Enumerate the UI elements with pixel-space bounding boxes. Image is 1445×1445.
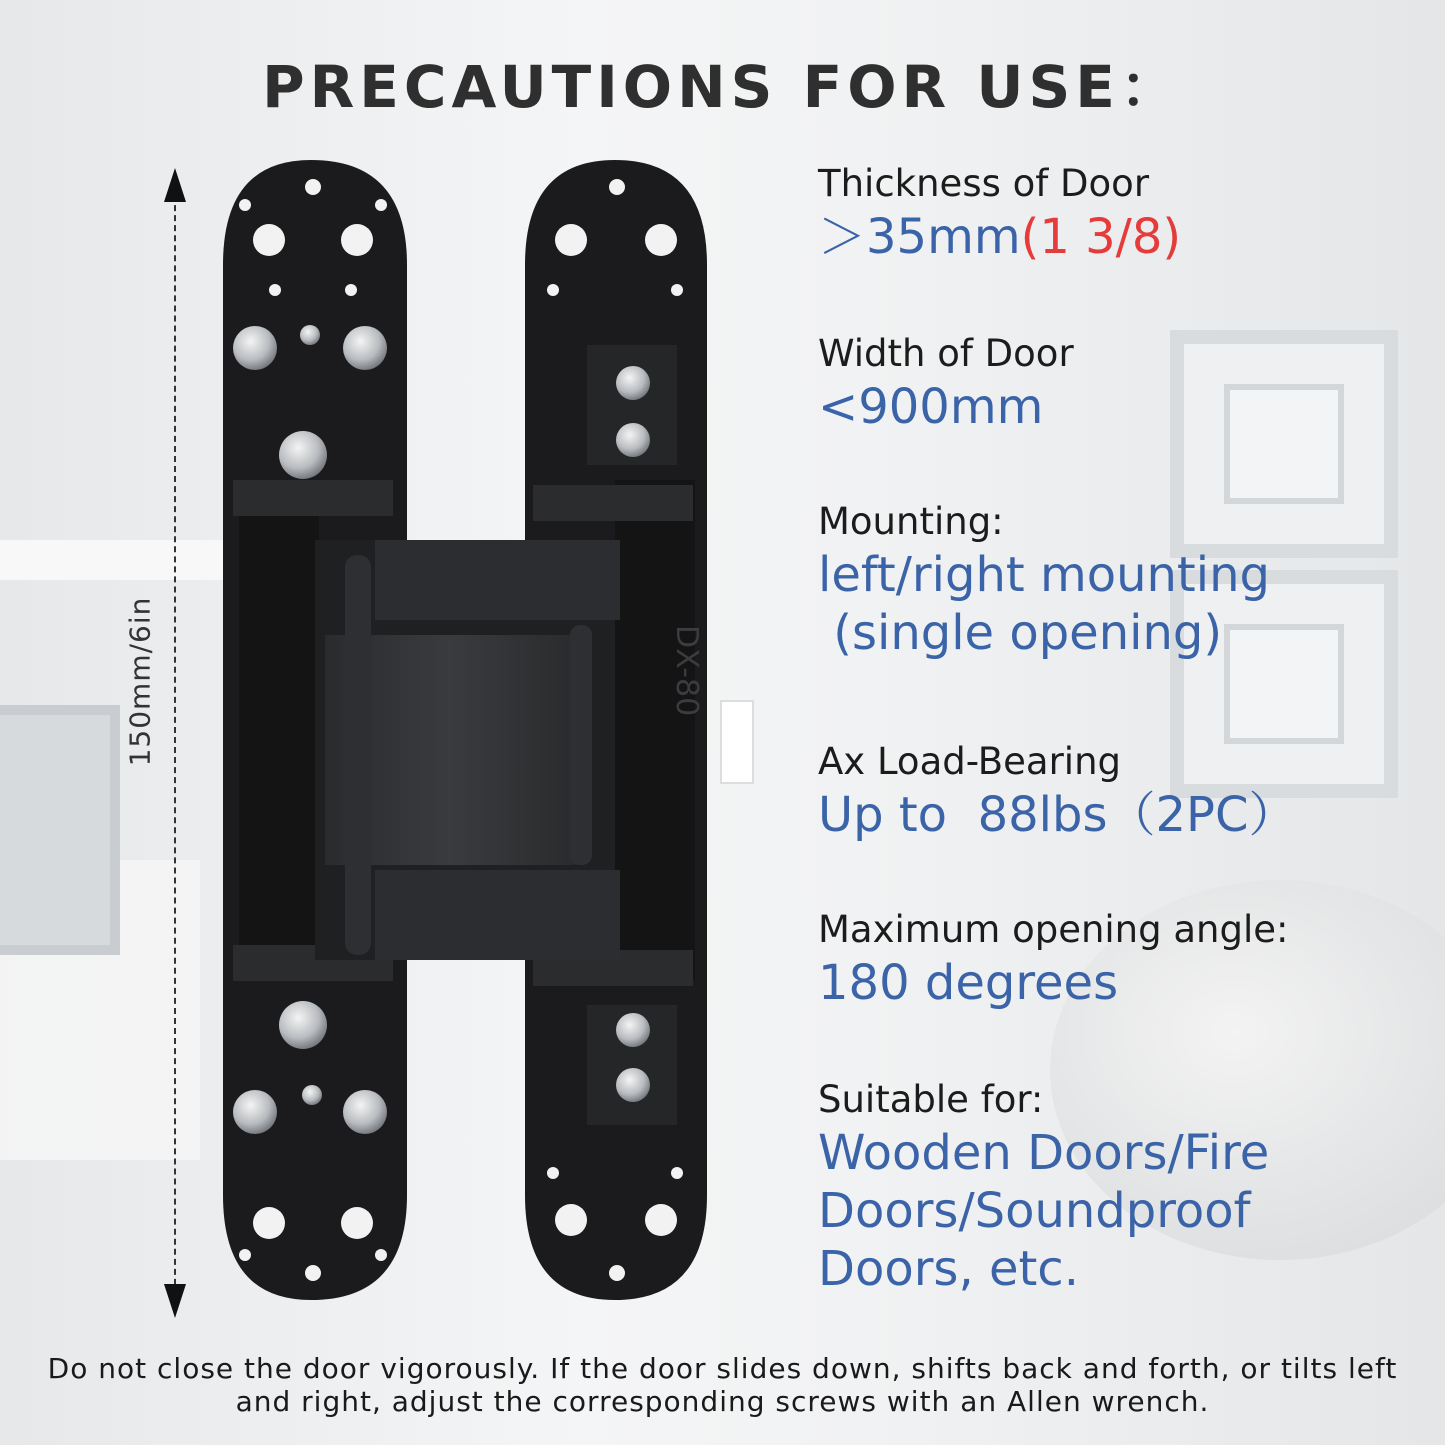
spec-value-line3: Doors, etc. <box>818 1241 1079 1297</box>
spec-label: Ax Load-Bearing <box>818 740 1122 783</box>
usage-note-line2: and right, adjust the corresponding screws with an Allen wrench. <box>235 1385 1210 1418</box>
page-title: PRECAUTIONS FOR USE： <box>262 53 1183 121</box>
dimension-line <box>174 175 178 1315</box>
spec-value-line2: (single opening) <box>818 605 1223 661</box>
spec-label: Width of Door <box>818 332 1074 375</box>
spec-value-line2: Doors/Soundproof <box>818 1183 1251 1239</box>
arrow-up-icon <box>164 168 186 202</box>
spec-value: Up to 88lbs（2PC） <box>818 787 1297 843</box>
spec-label: Suitable for: <box>818 1078 1044 1121</box>
spec-suitable-for <box>818 1076 1418 1298</box>
spec-value: ＞35mm(1 3/8) <box>818 209 1182 265</box>
spec-mounting <box>818 498 1418 662</box>
spec-door-width <box>818 330 1418 436</box>
spec-value: <900mm <box>818 379 1044 435</box>
spec-opening-angle <box>818 906 1418 1012</box>
spec-label: Mounting: <box>818 500 1004 543</box>
spec-door-thickness <box>818 160 1418 266</box>
arrow-down-icon <box>164 1284 186 1318</box>
spec-load-bearing <box>818 738 1418 844</box>
spec-label: Thickness of Door <box>818 162 1150 205</box>
usage-note-line1: Do not close the door vigorously. If the door slides down, shifts back and forth, or tilts left <box>47 1352 1398 1385</box>
spec-value: Wooden Doors/Fire <box>818 1125 1270 1181</box>
concealed-hinge-image <box>215 155 715 1305</box>
usage-note <box>20 1352 1425 1418</box>
spec-label: Maximum opening angle: <box>818 908 1289 951</box>
spec-value: 180 degrees <box>818 955 1119 1011</box>
hinge-marking: DX-80 <box>669 625 704 717</box>
spec-value: left/right mounting <box>818 547 1270 603</box>
